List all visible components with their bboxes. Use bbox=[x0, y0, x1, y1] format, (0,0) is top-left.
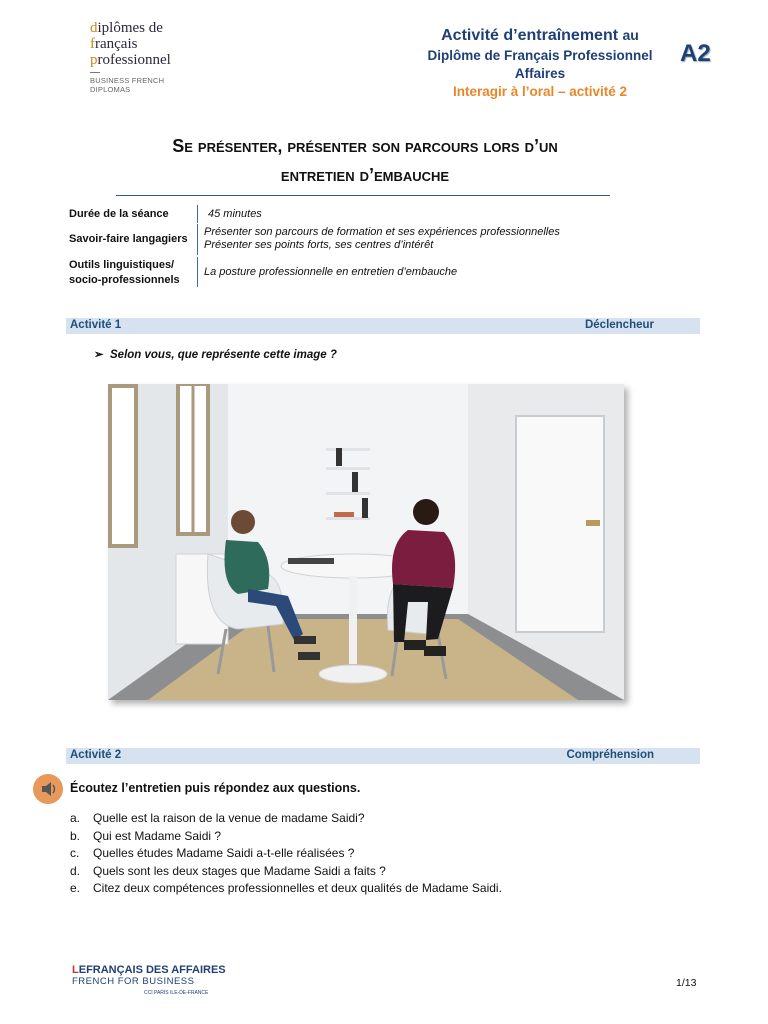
document-header bbox=[400, 24, 680, 101]
header-line-1: Activité d’entraînement au bbox=[441, 27, 639, 44]
savoir-faire-value-1: Présenter son parcours de formation et ses expériences professionnelles bbox=[204, 226, 560, 238]
list-item: a. Quelle est la raison de la venue de madame Saidi? bbox=[70, 811, 365, 825]
title-line-2: entretien d’embauche bbox=[280, 165, 450, 185]
list-item: c. Quelles études Madame Saidi a-t-elle réalisées ? bbox=[70, 846, 355, 860]
outils-value: La posture professionnelle en entretien d’embauche bbox=[204, 266, 458, 278]
activity-1-type: Déclencheur bbox=[584, 319, 654, 331]
interview-scene bbox=[108, 384, 624, 700]
arrow-bullet-icon: ➢ bbox=[94, 349, 104, 361]
header-line-2: Diplôme de Français Professionnel bbox=[427, 48, 653, 63]
duration-label: Durée de la séance bbox=[69, 208, 169, 220]
level-badge: A2 bbox=[680, 40, 711, 67]
list-item: b. Qui est Madame Saidi ? bbox=[70, 828, 222, 843]
footer-logo-line-1: LEFRANÇAIS DES AFFAIRES bbox=[72, 964, 226, 976]
info-separator-1 bbox=[197, 205, 198, 223]
logo-line-3: professionnel bbox=[90, 52, 171, 68]
page-number: 1/13 bbox=[676, 977, 697, 989]
activity-2-type: Compréhension bbox=[566, 749, 654, 761]
outils-label-1: Outils linguistiques/ bbox=[69, 259, 175, 271]
title-divider bbox=[116, 195, 610, 196]
header-line-3: Affaires bbox=[514, 66, 566, 81]
footer-logo-line-3: CCI PARIS ILE-DE-FRANCE bbox=[144, 990, 209, 996]
duration-value: 45 minutes bbox=[208, 208, 262, 220]
logo-subtitle-2: DIPLOMAS bbox=[90, 85, 131, 94]
interview-photo bbox=[108, 384, 624, 700]
savoir-faire-value bbox=[204, 226, 560, 252]
outils-label-2: socio-professionnels bbox=[69, 274, 180, 286]
savoir-faire-value-2: Présenter ses points forts, ses centres d’intérêt bbox=[204, 239, 434, 251]
dfp-logo bbox=[90, 20, 200, 94]
list-item: d. Quels sont les deux stages que Madame Saidi a faits ? bbox=[70, 863, 386, 878]
logo-line-1: diplômes de bbox=[90, 20, 163, 36]
savoir-faire-label: Savoir-faire langagiers bbox=[69, 233, 188, 245]
title-line-1: Se présenter, présenter son parcours lors d’un bbox=[172, 136, 558, 156]
activity-1-question: ➢ Selon vous, que représente cette image ? bbox=[94, 349, 337, 361]
header-line-4: Interagir à l’oral – activité 2 bbox=[452, 84, 628, 99]
logo-subtitle-1: BUSINESS FRENCH bbox=[90, 76, 165, 85]
activity-2-label: Activité 2 bbox=[70, 749, 122, 761]
footer-logo bbox=[72, 964, 226, 996]
info-separator-2 bbox=[197, 224, 198, 255]
page-title bbox=[80, 132, 650, 190]
activity-2-header bbox=[66, 748, 700, 764]
logo-divider bbox=[90, 72, 100, 73]
list-item: e. Citez deux compétences professionnelles et deux qualités de Madame Saidi. bbox=[70, 881, 502, 895]
footer-logo-line-2: FRENCH FOR BUSINESS bbox=[72, 976, 195, 987]
question-list bbox=[70, 810, 502, 898]
info-separator-3 bbox=[197, 257, 198, 287]
activity-2-instruction: Écoutez l’entretien puis répondez aux questions. bbox=[70, 781, 361, 795]
outils-label bbox=[69, 258, 180, 288]
speaker-icon[interactable] bbox=[33, 774, 63, 804]
logo-line-2: français bbox=[90, 36, 138, 52]
activity-1-label: Activité 1 bbox=[70, 319, 122, 331]
activity-1-header bbox=[66, 318, 700, 334]
